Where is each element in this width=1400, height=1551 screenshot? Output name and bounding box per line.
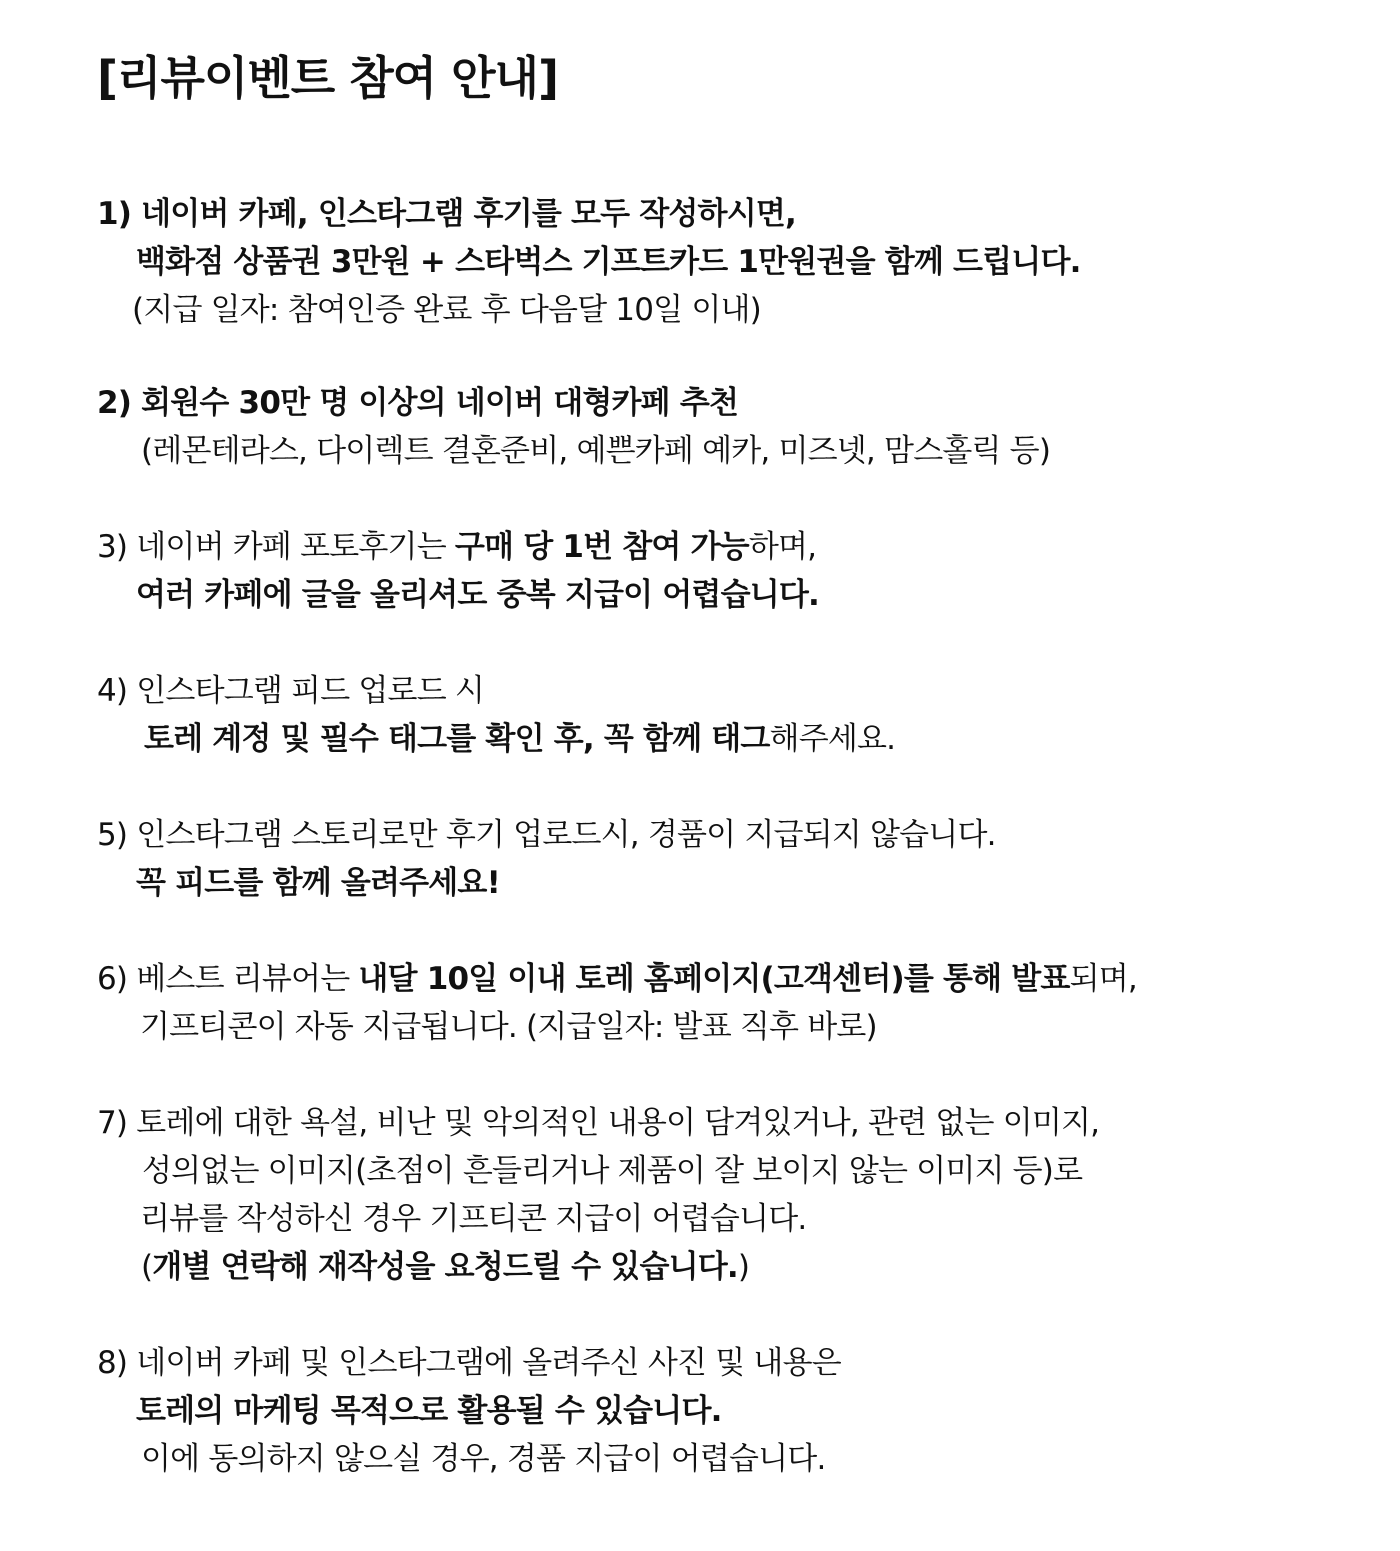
body-text: 기프티콘이 자동 지급됩니다. (지급일자: 발표 직후 바로) xyxy=(140,1009,877,1045)
emphasis-text: 여러 카페에 글을 올리셔도 중복 지급이 어렵습니다. xyxy=(136,577,819,613)
notice-line xyxy=(136,1391,722,1431)
notice-line xyxy=(141,1247,749,1287)
notice-line xyxy=(142,1151,1082,1191)
emphasis-text: 1) 네이버 카페, 인스타그램 후기를 모두 작성하시면, xyxy=(97,196,796,232)
body-text: (레몬테라스, 다이렉트 결혼준비, 예쁜카페 예카, 미즈넷, 맘스홀릭 등) xyxy=(141,433,1051,469)
body-text: ) xyxy=(737,1249,750,1285)
page-title: [리뷰이벤트 참여 안내] xyxy=(97,51,559,105)
notice-line xyxy=(132,290,761,330)
notice-line xyxy=(97,1343,841,1383)
notice-line xyxy=(97,194,796,234)
emphasis-text: 구매 당 1번 참여 가능 xyxy=(454,529,749,565)
notice-line xyxy=(97,383,738,423)
notice-line xyxy=(141,431,1050,471)
notice-line xyxy=(141,1439,826,1479)
body-text: 리뷰를 작성하신 경우 기프티콘 지급이 어렵습니다. xyxy=(140,1201,807,1237)
notice-line xyxy=(140,1007,877,1047)
body-text: 하며, xyxy=(748,529,817,565)
emphasis-text: 꼭 피드를 함께 올려주세요! xyxy=(136,865,500,901)
body-text: 5) 인스타그램 스토리로만 후기 업로드시, 경품이 지급되지 않습니다. xyxy=(97,817,996,853)
emphasis-text: 내달 10일 이내 토레 홈페이지(고객센터)를 통해 발표 xyxy=(358,961,1070,997)
notice-line xyxy=(97,815,996,855)
emphasis-text: 토레 계정 및 필수 태그를 확인 후, 꼭 함께 태그 xyxy=(144,721,770,757)
notice-line xyxy=(136,242,1081,282)
emphasis-text: 2) 회원수 30만 명 이상의 네이버 대형카페 추천 xyxy=(97,385,739,421)
notice-line xyxy=(144,719,895,759)
body-text: ( xyxy=(141,1249,153,1285)
body-text: (지급 일자: 참여인증 완료 후 다음달 10일 이내) xyxy=(132,292,761,328)
notice-line xyxy=(136,863,500,903)
notice-line xyxy=(140,1199,806,1239)
notice-line xyxy=(97,1103,1099,1143)
body-text: 7) 토레에 대한 욕설, 비난 및 악의적인 내용이 담겨있거나, 관련 없는 이미지, xyxy=(97,1105,1100,1141)
body-text: 되며, xyxy=(1069,961,1137,997)
body-text: 6) 베스트 리뷰어는 xyxy=(97,961,359,997)
body-text: 해주세요. xyxy=(769,721,896,757)
body-text: 4) 인스타그램 피드 업로드 시 xyxy=(97,673,485,709)
emphasis-text: 백화점 상품권 3만원 + 스타벅스 기프트카드 1만원권을 함께 드립니다. xyxy=(136,244,1081,280)
notice-line xyxy=(97,959,1137,999)
emphasis-text: 토레의 마케팅 목적으로 활용될 수 있습니다. xyxy=(136,1393,722,1429)
body-text: 8) 네이버 카페 및 인스타그램에 올려주신 사진 및 내용은 xyxy=(97,1345,841,1381)
body-text: 성의없는 이미지(초점이 흔들리거나 제품이 잘 보이지 않는 이미지 등)로 xyxy=(142,1153,1083,1189)
body-text: 3) 네이버 카페 포토후기는 xyxy=(97,529,455,565)
emphasis-text: 개별 연락해 재작성을 요청드릴 수 있습니다. xyxy=(152,1249,738,1285)
notice-line xyxy=(136,575,819,615)
body-text: 이에 동의하지 않으실 경우, 경품 지급이 어렵습니다. xyxy=(141,1441,826,1477)
notice-line xyxy=(97,671,484,711)
notice-line xyxy=(97,527,816,567)
